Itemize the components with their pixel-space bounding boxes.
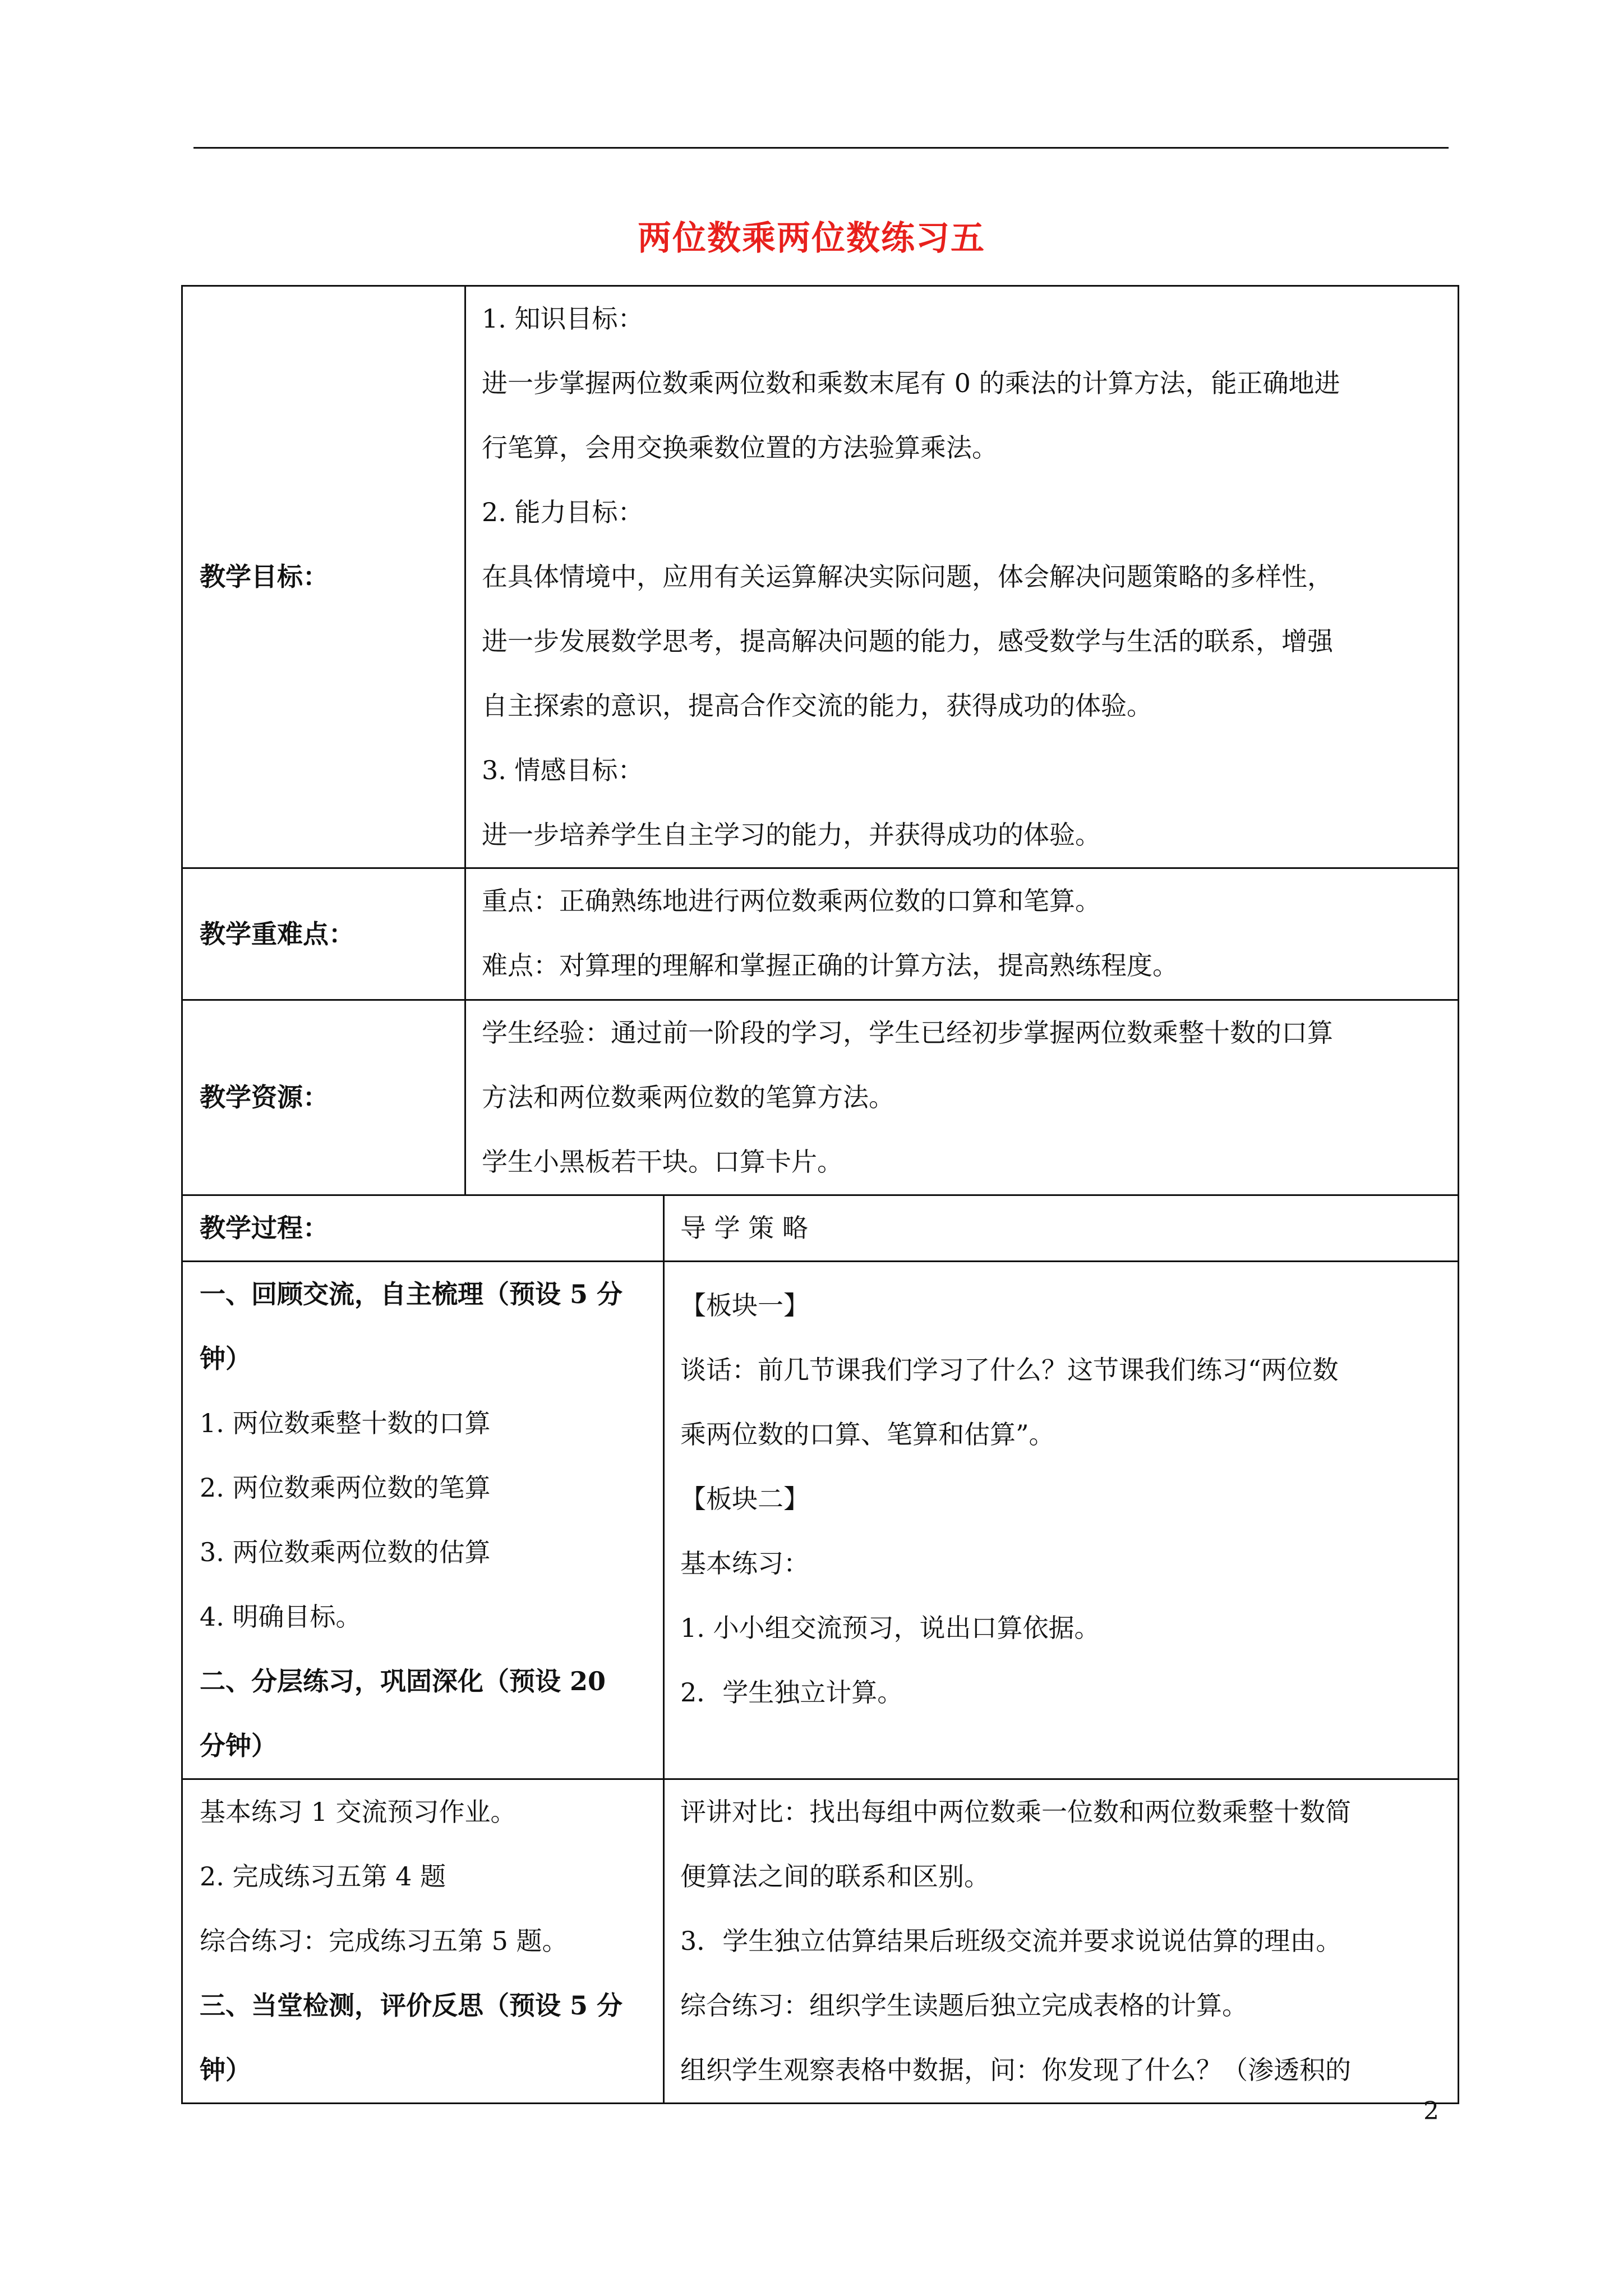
strategy-line: 乘两位数的口算、笔算和估算”。 bbox=[680, 1419, 1055, 1450]
strategy-line: 基本练习： bbox=[680, 1548, 809, 1579]
resources-label: 教学资源： bbox=[200, 1082, 329, 1112]
process-step-line: 钟） bbox=[200, 1343, 251, 1374]
header-rule bbox=[193, 147, 1449, 149]
goals-label-cell bbox=[182, 286, 465, 868]
process-step-line: 4. 明确目标。 bbox=[200, 1602, 362, 1632]
process-step-line: 三、当堂检测，评价反思（预设 5 分 bbox=[200, 1990, 623, 2021]
strategy-line: 3．学生独立估算结果后班级交流并要求说说估算的理由。 bbox=[680, 1926, 1342, 1956]
strategy-line: 【板块一】 bbox=[680, 1290, 809, 1320]
process-header-left: 教学过程： bbox=[200, 1213, 329, 1243]
document-title: 两位数乘两位数练习五 bbox=[638, 219, 985, 258]
process-header-right: 导 学 策 略 bbox=[680, 1213, 808, 1243]
process-step-line: 二、分层练习，巩固深化（预设 20 bbox=[200, 1666, 606, 1696]
resources-label-cell bbox=[182, 1000, 465, 1195]
strategy-line: 评讲对比：找出每组中两位数乘一位数和两位数乘整十数简 bbox=[680, 1797, 1351, 1827]
resources-content-cell bbox=[465, 1000, 1459, 1195]
process-step-line: 基本练习 1 交流预习作业。 bbox=[200, 1797, 517, 1827]
strategy-line: 综合练习：组织学生读题后独立完成表格的计算。 bbox=[680, 1990, 1248, 2021]
goals-line: 行笔算，会用交换乘数位置的方法验算乘法。 bbox=[482, 432, 998, 463]
goals-line: 在具体情境中，应用有关运算解决实际问题，体会解决问题策略的多样性， bbox=[482, 562, 1333, 592]
strategy-line: 1. 小小组交流预习，说出口算依据。 bbox=[680, 1613, 1100, 1643]
process-1-left-cell bbox=[182, 1262, 664, 1779]
strategy-line: 组织学生观察表格中数据，问：你发现了什么？（渗透积的 bbox=[680, 2055, 1351, 2085]
key-points-row bbox=[182, 868, 1459, 1000]
process-step-line: 分钟） bbox=[200, 1731, 277, 1761]
key-points-content-cell bbox=[465, 868, 1459, 1000]
key-points-line: 重点：正确熟练地进行两位数乘两位数的口算和笔算。 bbox=[482, 886, 1101, 916]
process-step-line: 2. 两位数乘两位数的笔算 bbox=[200, 1473, 491, 1503]
process-step-line: 3. 两位数乘两位数的估算 bbox=[200, 1537, 491, 1567]
process-header-right-cell bbox=[664, 1195, 1459, 1262]
goals-line: 进一步发展数学思考，提高解决问题的能力，感受数学与生活的联系，增强 bbox=[482, 626, 1333, 656]
process-2-left-cell bbox=[182, 1779, 664, 2104]
process-row-1 bbox=[182, 1262, 1459, 1779]
goals-label: 教学目标： bbox=[200, 562, 329, 592]
strategy-line: 便算法之间的联系和区别。 bbox=[680, 1861, 990, 1892]
goals-line: 进一步掌握两位数乘两位数和乘数末尾有 0 的乘法的计算方法，能正确地进 bbox=[482, 368, 1340, 398]
process-step-line: 钟） bbox=[200, 2055, 251, 2085]
goals-line: 2. 能力目标： bbox=[482, 497, 644, 527]
resources-row bbox=[182, 1000, 1459, 1195]
goals-row bbox=[182, 286, 1459, 868]
goals-line: 3. 情感目标： bbox=[482, 755, 644, 785]
goals-line: 1. 知识目标： bbox=[482, 303, 644, 334]
goals-line: 进一步培养学生自主学习的能力，并获得成功的体验。 bbox=[482, 820, 1101, 850]
strategy-line: 【板块二】 bbox=[680, 1484, 809, 1514]
goals-line: 自主探索的意识，提高合作交流的能力，获得成功的体验。 bbox=[482, 691, 1152, 721]
process-header-left-cell bbox=[182, 1195, 664, 1262]
key-points-line: 难点：对算理的理解和掌握正确的计算方法，提高熟练程度。 bbox=[482, 950, 1178, 981]
process-step-line: 1. 两位数乘整十数的口算 bbox=[200, 1408, 491, 1438]
key-points-label-cell bbox=[182, 868, 465, 1000]
process-step-line: 2. 完成练习五第 4 题 bbox=[200, 1861, 446, 1892]
process-step-line: 一、回顾交流，自主梳理（预设 5 分 bbox=[200, 1279, 623, 1309]
page-number: 2 bbox=[1423, 2097, 1439, 2125]
process-row-2 bbox=[182, 1779, 1459, 2104]
process-step-line: 综合练习：完成练习五第 5 题。 bbox=[200, 1926, 568, 1956]
strategy-line: 谈话：前几节课我们学习了什么？这节课我们练习“两位数 bbox=[680, 1355, 1339, 1385]
resources-line: 方法和两位数乘两位数的笔算方法。 bbox=[482, 1082, 895, 1112]
strategy-line: 2．学生独立计算。 bbox=[680, 1677, 903, 1708]
lesson-plan-table bbox=[181, 285, 1459, 2104]
resources-line: 学生经验：通过前一阶段的学习，学生已经初步掌握两位数乘整十数的口算 bbox=[482, 1018, 1333, 1048]
process-header-row bbox=[182, 1195, 1459, 1262]
process-2-right-cell bbox=[664, 1779, 1459, 2104]
goals-content-cell bbox=[465, 286, 1459, 868]
resources-line: 学生小黑板若干块。口算卡片。 bbox=[482, 1147, 843, 1177]
process-1-right-cell bbox=[664, 1262, 1459, 1779]
key-points-label: 教学重难点： bbox=[200, 918, 354, 949]
